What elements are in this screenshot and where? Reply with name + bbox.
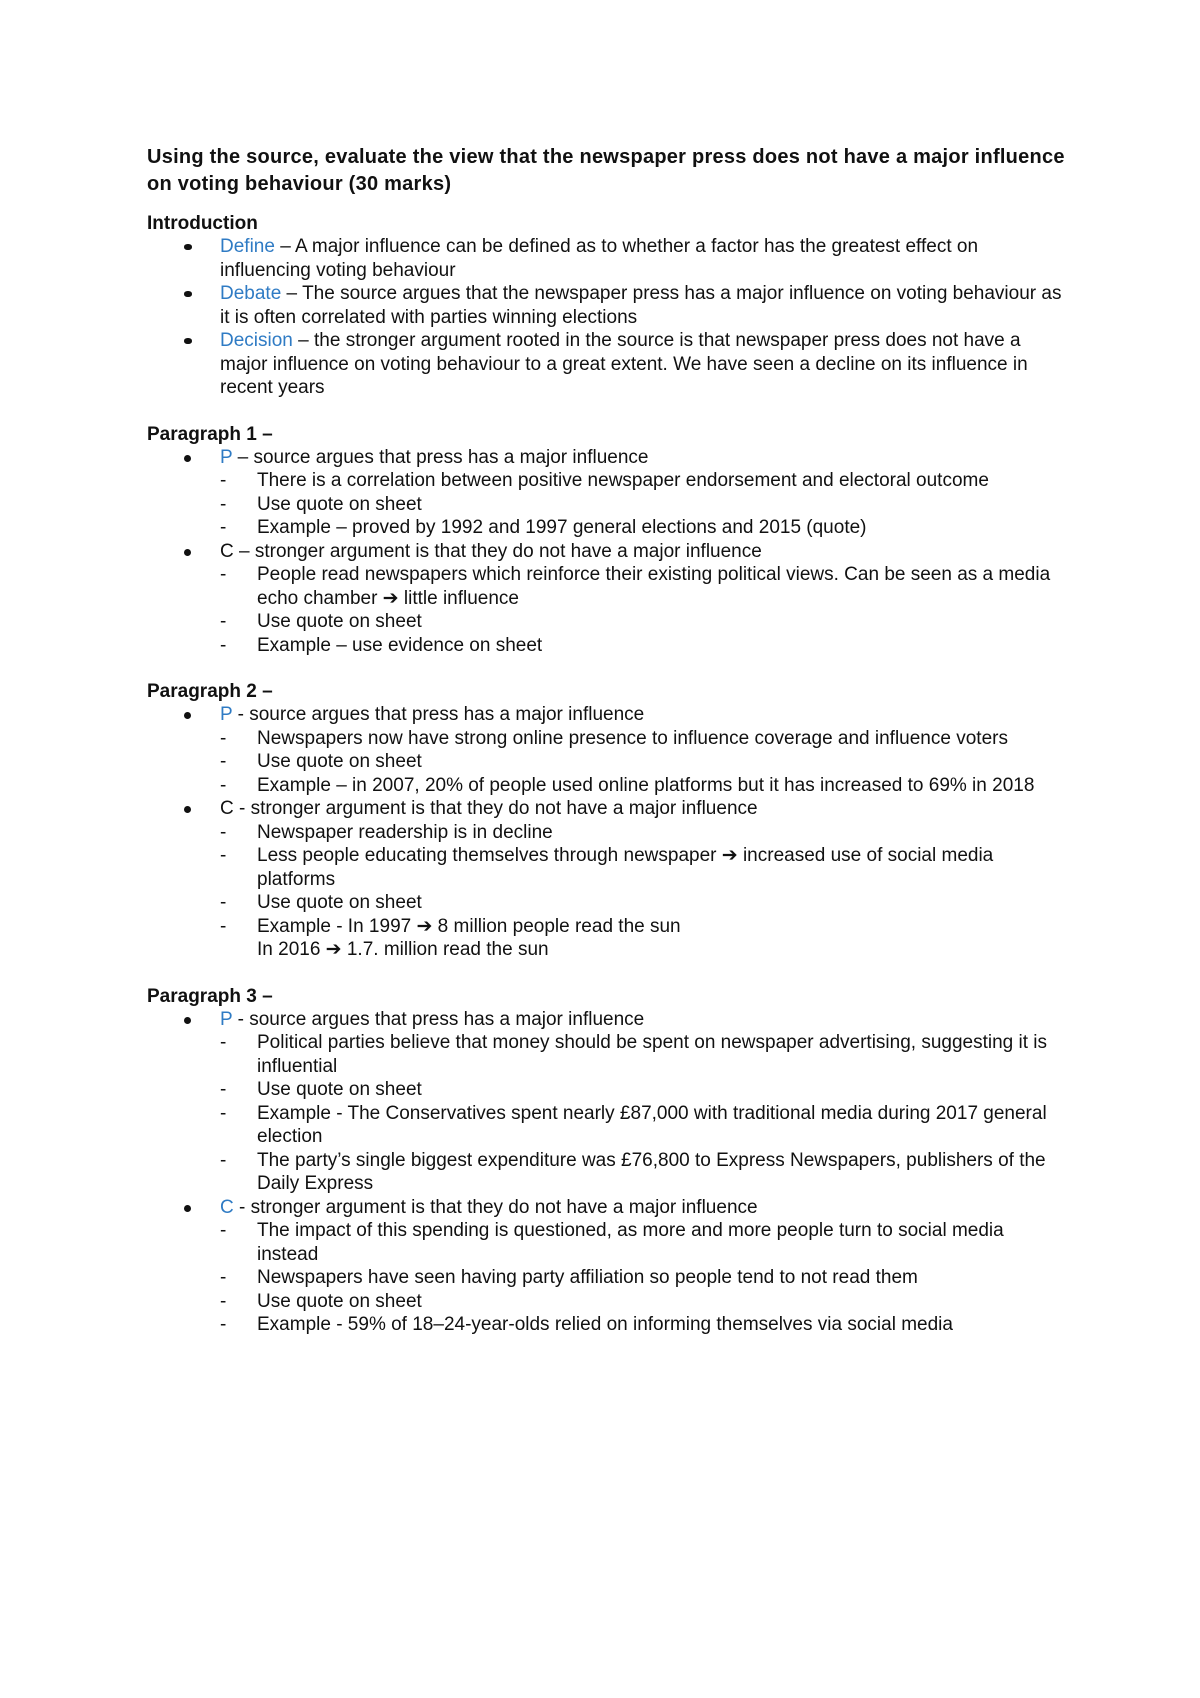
- sub-item: - Example – use evidence on sheet: [220, 634, 543, 656]
- paragraph3-section: [147, 985, 1067, 1337]
- sub-item: - Less people educating themselves through newspaper ➔ increased use of social media platforms: [220, 845, 994, 890]
- intro-item-debate: [147, 282, 1067, 329]
- dash-icon: -: [220, 1314, 227, 1335]
- point-text: - source argues that press has a major influence: [232, 1008, 645, 1030]
- dash-icon: -: [220, 845, 227, 866]
- counter-lead: C: [220, 1196, 234, 1218]
- sub-item: - Newspaper readership is in decline: [220, 821, 553, 843]
- paragraph2-counter: [147, 797, 1067, 962]
- sub-item: - People read newspapers which reinforce their existing political views. Can be seen as a media echo chamber ➔ little influence: [220, 564, 1051, 609]
- point-text: – source argues that press has a major influence: [232, 446, 649, 468]
- intro-item-decision: [147, 329, 1067, 400]
- sub-item: - Use quote on sheet: [220, 493, 422, 515]
- intro-lead-debate: Debate: [220, 283, 282, 304]
- counter-lead: C: [220, 798, 234, 819]
- dash-icon: -: [220, 892, 227, 913]
- bullet-icon: [184, 549, 191, 556]
- dash-icon: -: [220, 727, 227, 749]
- dash-icon: -: [220, 1220, 227, 1241]
- dash-icon: -: [220, 564, 227, 585]
- sub-item: - Newspapers now have strong online presence to influence coverage and influence voters: [220, 727, 1008, 749]
- intro-text-define: – A major influence can be defined as to whether a factor has the greatest effect on influencing voting behaviour: [220, 236, 979, 281]
- counter-sub-list: [220, 563, 1067, 657]
- point-sub-list: [220, 1031, 1067, 1196]
- bullet-icon: [184, 291, 192, 297]
- bullet-icon: [184, 1205, 191, 1212]
- sub-item: - The impact of this spending is questioned, as more and more people turn to social media instead: [220, 1220, 1004, 1265]
- dash-icon: -: [220, 1149, 227, 1171]
- dash-icon: -: [220, 1102, 227, 1124]
- point-lead: P: [220, 446, 233, 468]
- point-lead: P: [220, 1008, 233, 1030]
- counter-sub-list: [220, 821, 1067, 939]
- dash-icon: -: [220, 1032, 227, 1053]
- paragraph2-point: [147, 703, 1067, 797]
- dash-icon: -: [220, 751, 227, 772]
- sub-item: - Example – proved by 1992 and 1997 general elections and 2015 (quote): [220, 517, 867, 538]
- introduction-heading: Introduction: [147, 213, 258, 234]
- intro-text-decision: – the stronger argument rooted in the source is that newspaper press does not have a major influence on voting behaviour to a great extent. We have seen a decline on its influence in recent years: [220, 330, 1028, 398]
- dash-icon: -: [220, 774, 227, 796]
- sub-item: - Example - In 1997 ➔ 8 million people read the sun: [220, 915, 681, 937]
- dash-icon: -: [220, 1267, 227, 1288]
- bullet-icon: [184, 712, 191, 719]
- paragraph2-section: [147, 680, 1067, 962]
- counter-text: - stronger argument is that they do not have a major influence: [233, 1196, 758, 1218]
- paragraph1-section: [147, 423, 1067, 658]
- point-text: - source argues that press has a major influence: [232, 704, 645, 725]
- dash-icon: -: [220, 470, 227, 491]
- intro-lead-decision: Decision: [220, 330, 293, 351]
- paragraph3-heading: Paragraph 3 –: [147, 985, 273, 1007]
- sub-continuation: In 2016 ➔ 1.7. million read the sun: [257, 939, 549, 960]
- counter-text: - stronger argument is that they do not have a major influence: [233, 798, 758, 819]
- essay-title: Using the source, evaluate the view that the newspaper press does not have a major influence on voting behaviour (30 marks): [147, 146, 1065, 195]
- point-lead: P: [220, 704, 233, 725]
- sub-item: - Political parties believe that money should be spent on newspaper advertising, suggesting it is influential: [220, 1032, 1048, 1077]
- sub-item: - Newspapers have seen having party affiliation so people tend to not read them: [220, 1267, 918, 1288]
- dash-icon: -: [220, 1290, 227, 1312]
- introduction-section: [147, 212, 1067, 400]
- dash-icon: -: [220, 611, 227, 632]
- intro-lead-define: Define: [220, 236, 275, 257]
- paragraph1-list: [147, 446, 1067, 658]
- paragraph3-counter: [147, 1196, 1067, 1337]
- intro-text-debate: – The source argues that the newspaper press has a major influence on voting behaviour as it is often correlated with parties winning elections: [220, 283, 1062, 328]
- sub-item: - Use quote on sheet: [220, 892, 422, 913]
- paragraph1-heading: Paragraph 1 –: [147, 423, 273, 445]
- dash-icon: -: [220, 634, 227, 656]
- paragraph3-list: [147, 1008, 1067, 1337]
- intro-item-define: [147, 235, 1067, 282]
- sub-item: - Example – in 2007, 20% of people used online platforms but it has increased to 69% in 2018: [220, 774, 1035, 796]
- sub-item: - Example - 59% of 18–24-year-olds relied on informing themselves via social media: [220, 1314, 953, 1335]
- dash-icon: -: [220, 493, 227, 515]
- paragraph1-counter: [147, 540, 1067, 658]
- sub-item: - Example - The Conservatives spent nearly £87,000 with traditional media during 2017 general election: [220, 1102, 1047, 1147]
- dash-icon: -: [220, 1079, 227, 1100]
- sub-item: - Use quote on sheet: [220, 611, 422, 632]
- point-sub-list: [220, 469, 1067, 540]
- sub-item: - There is a correlation between positive newspaper endorsement and electoral outcome: [220, 470, 989, 491]
- paragraph1-point: [147, 446, 1067, 540]
- sub-item: - Use quote on sheet: [220, 1079, 422, 1100]
- bullet-icon: [184, 1017, 191, 1024]
- counter-text: – stronger argument is that they do not have a major influence: [233, 540, 762, 562]
- sub-item: - Use quote on sheet: [220, 1290, 422, 1312]
- bullet-icon: [184, 338, 192, 344]
- paragraph3-point: [147, 1008, 1067, 1196]
- paragraph2-heading: Paragraph 2 –: [147, 681, 273, 702]
- counter-lead: C: [220, 540, 234, 562]
- counter-sub-list: [220, 1219, 1067, 1337]
- sub-item: - Use quote on sheet: [220, 751, 422, 772]
- paragraph2-list: [147, 703, 1067, 962]
- bullet-icon: [184, 455, 191, 462]
- introduction-list: [147, 235, 1067, 400]
- bullet-icon: [184, 244, 192, 250]
- dash-icon: -: [220, 915, 227, 937]
- point-sub-list: [220, 727, 1067, 798]
- bullet-icon: [184, 806, 191, 813]
- document-page: [147, 144, 1067, 1360]
- dash-icon: -: [220, 517, 227, 538]
- sub-item: - The party’s single biggest expenditure was £76,800 to Express Newspapers, publishers of the Daily Express: [220, 1149, 1046, 1194]
- dash-icon: -: [220, 821, 227, 843]
